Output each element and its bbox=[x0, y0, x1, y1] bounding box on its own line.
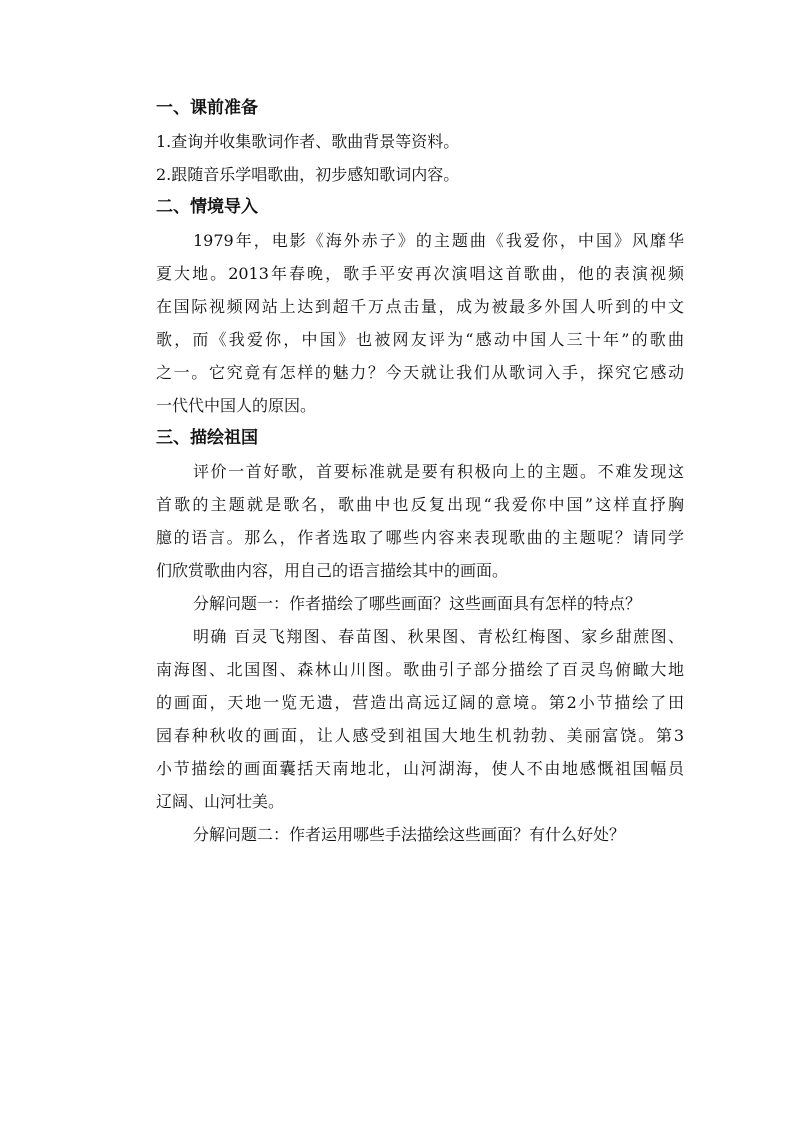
paragraph-line: 的画面，天地一览无遗，营造出高远辽阔的意境。第2小节描绘了田 bbox=[156, 693, 684, 712]
paragraph-line: 一代代中国人的原因。 bbox=[156, 396, 317, 415]
paragraph-line: 明确 百灵飞翔图、春苗图、秋果图、青松红梅图、家乡甜蔗图、 bbox=[193, 627, 684, 646]
question-two-text: 分解问题二：作者运用哪些手法描绘这些画面？有什么好处？ bbox=[193, 825, 626, 844]
question-one-text: 分解问题一：作者描绘了哪些画面？这些画面具有怎样的特点？ bbox=[193, 594, 642, 613]
prep-item-1: 1.查询并收集歌词作者、歌曲背景等资料。 bbox=[156, 132, 460, 151]
section-heading-preparation: 一、课前准备 bbox=[156, 98, 258, 118]
introduction-paragraph bbox=[119, 224, 684, 422]
paragraph-line: 臆的语言。那么，作者选取了哪些内容来表现歌曲的主题呢？请同学 bbox=[156, 528, 684, 547]
paragraph-line: 首歌的主题就是歌名，歌曲中也反复出现“我爱你中国”这样直抒胸 bbox=[156, 495, 684, 514]
paragraph-line: 歌，而《我爱你，中国》也被网友评为“感动中国人三十年”的歌曲 bbox=[156, 330, 684, 349]
section-heading-depict-motherland: 三、描绘祖国 bbox=[156, 428, 258, 448]
document-body bbox=[119, 92, 684, 851]
paragraph-line: 评价一首好歌，首要标准就是要有积极向上的主题。不难发现这 bbox=[193, 462, 684, 481]
paragraph-line: 小节描绘的画面囊括天南地北，山河湖海，使人不由地感慨祖国幅员 bbox=[156, 759, 684, 778]
paragraph-line: 园春种秋收的画面，让人感受到祖国大地生机勃勃、美丽富饶。第3 bbox=[156, 726, 684, 745]
question-two bbox=[119, 818, 684, 851]
depict-paragraph bbox=[119, 455, 684, 587]
paragraph-line: 们欣赏歌曲内容，用自己的语言描绘其中的画面。 bbox=[156, 561, 509, 580]
paragraph-line: 辽阔、山河壮美。 bbox=[156, 792, 285, 811]
paragraph-line: 南海图、北国图、森林山川图。歌曲引子部分描绘了百灵鸟俯瞰大地 bbox=[156, 660, 684, 679]
prep-item-2: 2.跟随音乐学唱歌曲，初步感知歌词内容。 bbox=[156, 165, 460, 184]
answer-paragraph bbox=[119, 620, 684, 818]
paragraph-line: 夏大地。2013年春晚，歌手平安再次演唱这首歌曲，他的表演视频 bbox=[156, 264, 684, 283]
paragraph-line: 之一。它究竟有怎样的魅力？今天就让我们从歌词入手，探究它感动 bbox=[156, 363, 684, 382]
question-one bbox=[119, 587, 684, 620]
paragraph-line: 在国际视频网站上达到超千万点击量，成为被最多外国人听到的中文 bbox=[156, 297, 684, 316]
paragraph-line: 1979年，电影《海外赤子》的主题曲《我爱你，中国》风靡华 bbox=[193, 231, 684, 250]
section-heading-introduction: 二、情境导入 bbox=[156, 197, 258, 217]
